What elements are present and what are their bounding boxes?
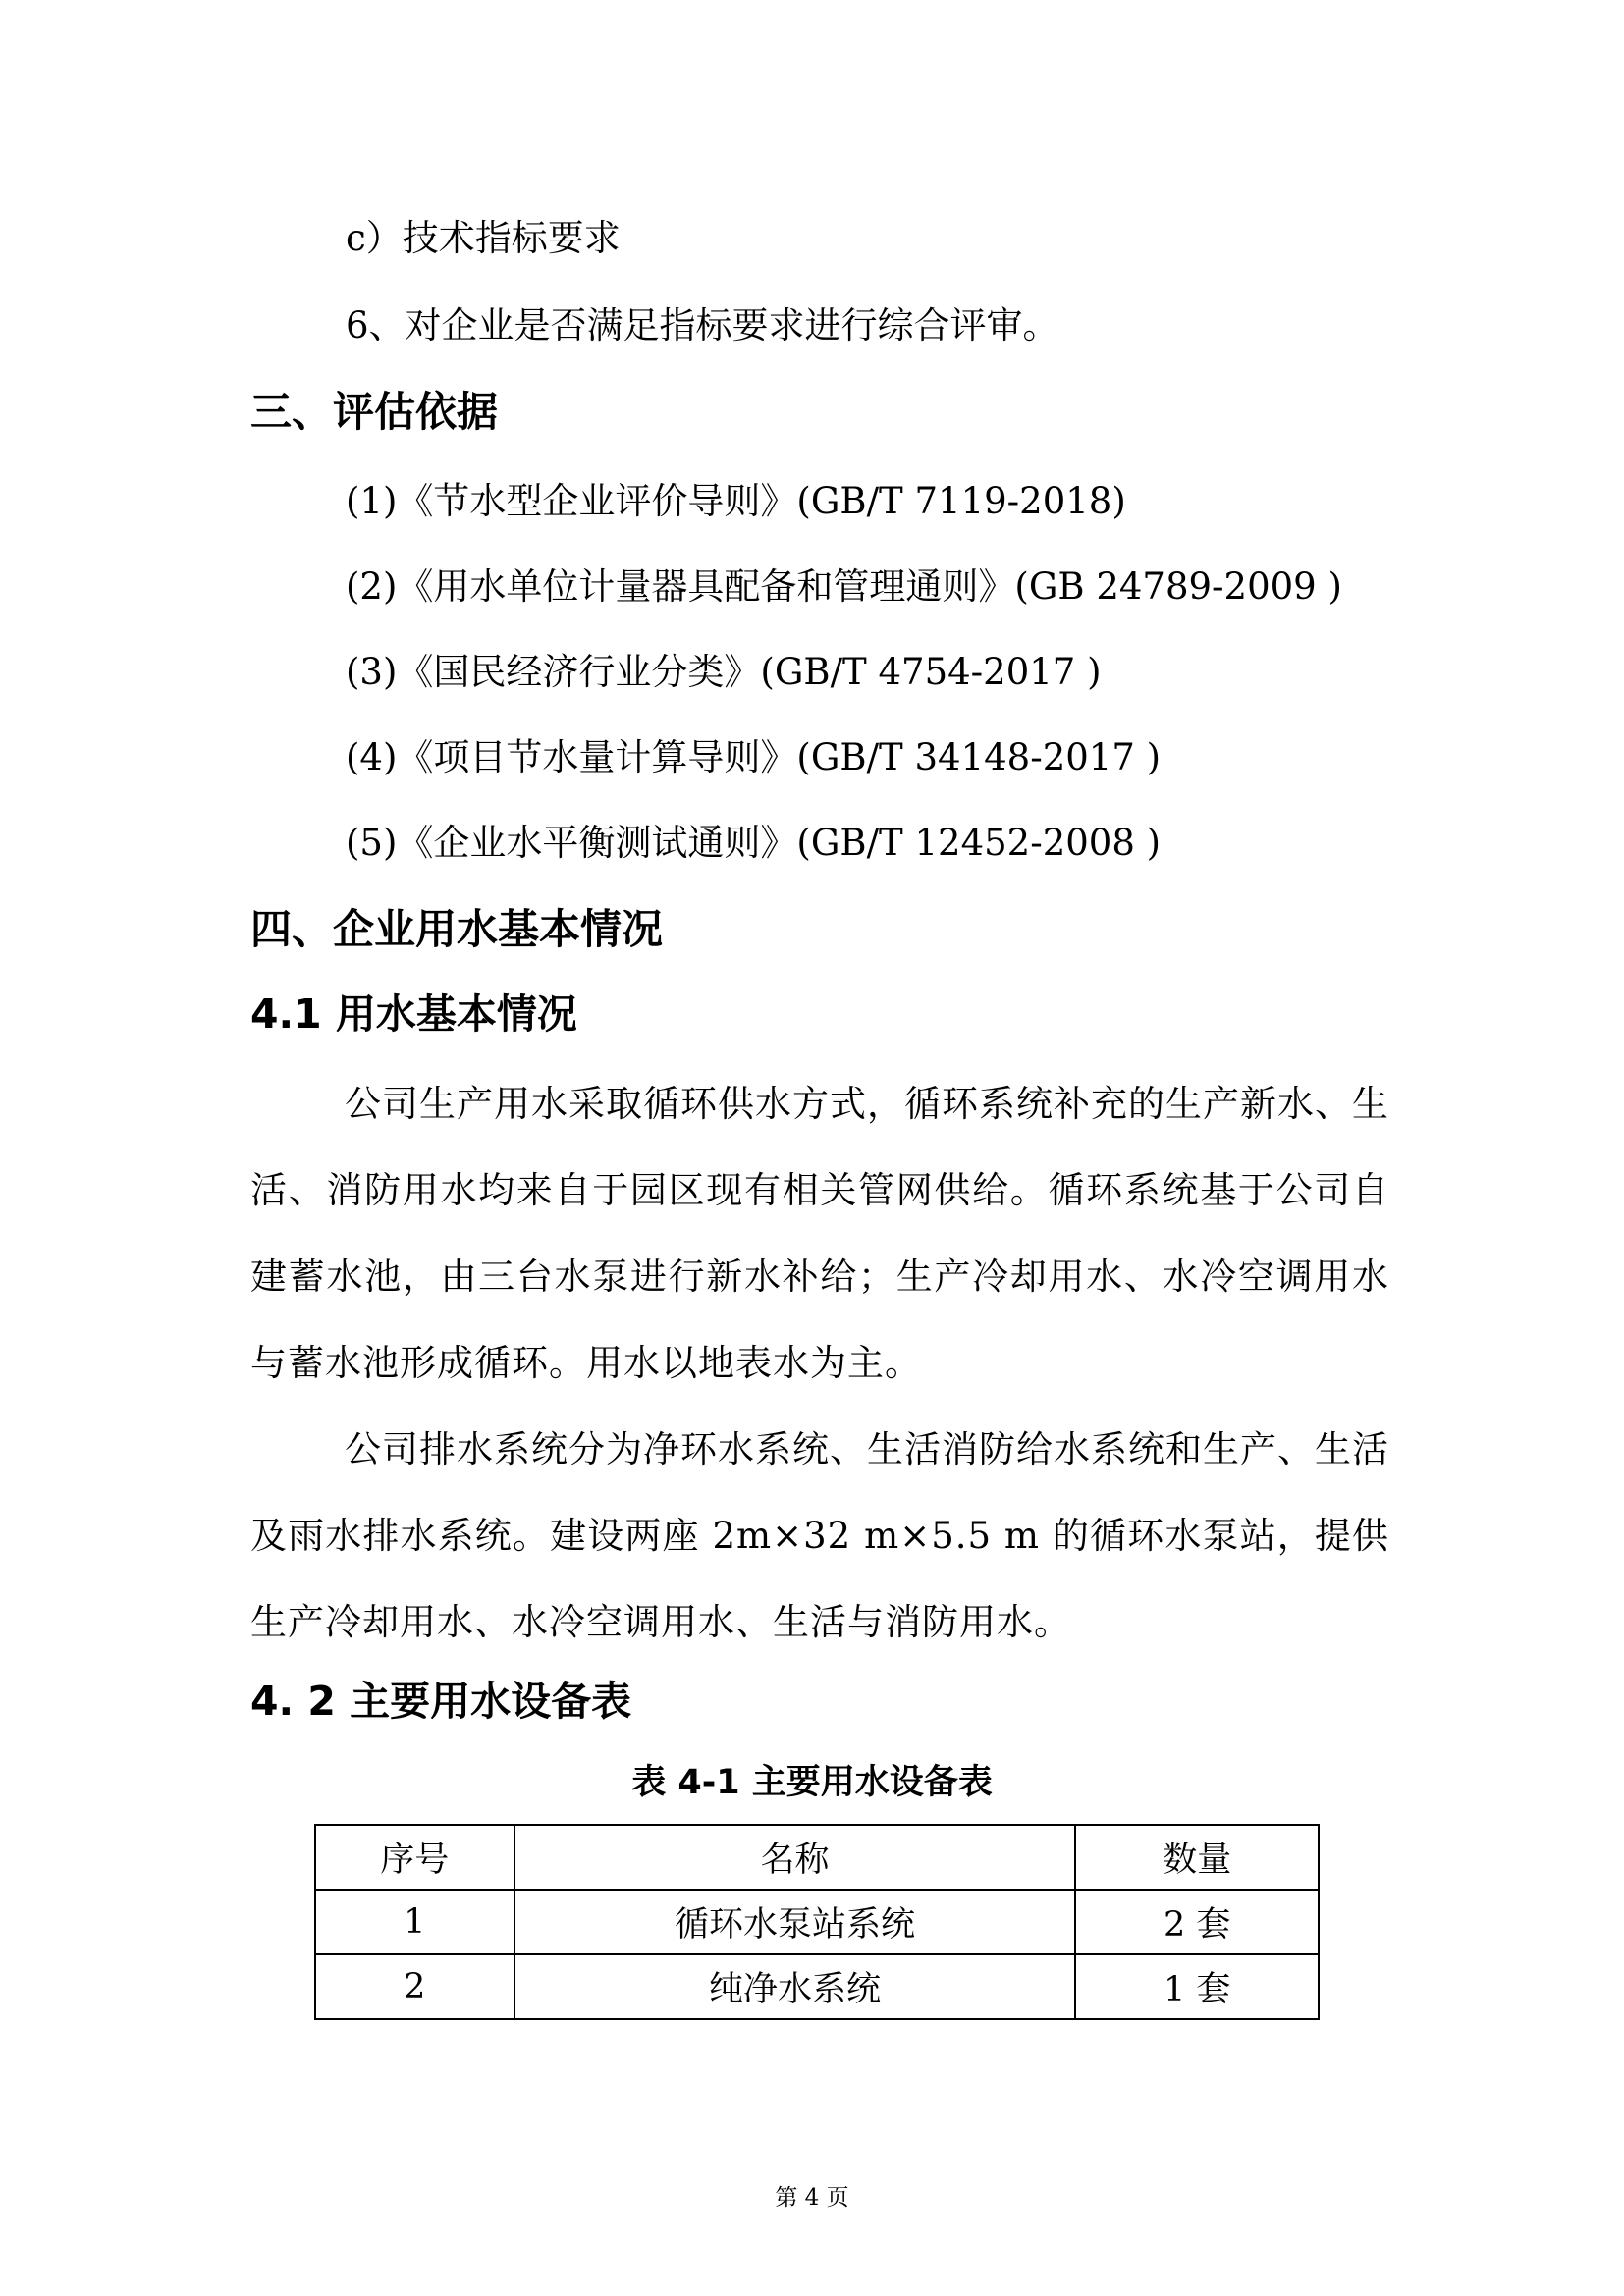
table-header-row (315, 1825, 1319, 1890)
column-header-index: 序号 (315, 1825, 514, 1890)
table-cell-index: 2 (315, 1954, 514, 2019)
table-cell-quantity: 2 套 (1075, 1890, 1319, 1954)
paragraph-drainage: 公司排水系统分为净环水系统、生活消防给水系统和生产、生活及雨水排水系统。建设两座 2m×32 m×5.5 m 的循环水泵站，提供生产冷却用水、水冷空调用水、生活与消防用水。 (250, 1428, 1389, 1643)
section-heading-basis: 三、评估依据 (250, 388, 499, 436)
table-cell-name: 纯净水系统 (514, 1954, 1076, 2019)
subsection-heading-4-2: 4. 2 主要用水设备表 (250, 1678, 632, 1725)
reference-item-4: (4)《项目节水量计算导则》(GB/T 34148-2017 ) (346, 736, 1162, 778)
subsection-heading-4-1: 4.1 用水基本情况 (250, 990, 577, 1038)
equipment-table (314, 1824, 1320, 2020)
paragraph-water-supply: 公司生产用水采取循环供水方式，循环系统补充的生产新水、生活、消防用水均来自于园区现有相关管网供给。循环系统基于公司自建蓄水池，由三台水泵进行新水补给；生产冷却用水、水冷空调用水与蓄水池形成循环。用水以地表水为主。 (250, 1083, 1389, 1384)
reference-item-5: (5)《企业水平衡测试通则》(GB/T 12452-2008 ) (346, 822, 1162, 864)
column-header-quantity: 数量 (1075, 1825, 1319, 1890)
reference-item-2: (2)《用水单位计量器具配备和管理通则》(GB 24789-2009 ) (346, 565, 1342, 608)
table-cell-quantity: 1 套 (1075, 1954, 1319, 2019)
list-item-6: 6、对企业是否满足指标要求进行综合评审。 (346, 304, 1059, 347)
table-row (315, 1890, 1319, 1954)
page-number: 第 4 页 (775, 2185, 849, 2211)
table-row (315, 1954, 1319, 2019)
table-cell-name: 循环水泵站系统 (514, 1890, 1076, 1954)
reference-item-3: (3)《国民经济行业分类》(GB/T 4754-2017 ) (346, 651, 1102, 693)
table-caption: 表 4-1 主要用水设备表 (631, 1763, 993, 1802)
table-cell-index: 1 (315, 1890, 514, 1954)
reference-item-1: (1)《节水型企业评价导则》(GB/T 7119-2018) (346, 480, 1126, 522)
list-item-c: c）技术指标要求 (346, 217, 621, 259)
column-header-name: 名称 (514, 1825, 1076, 1890)
section-heading-water-use: 四、企业用水基本情况 (250, 905, 664, 953)
